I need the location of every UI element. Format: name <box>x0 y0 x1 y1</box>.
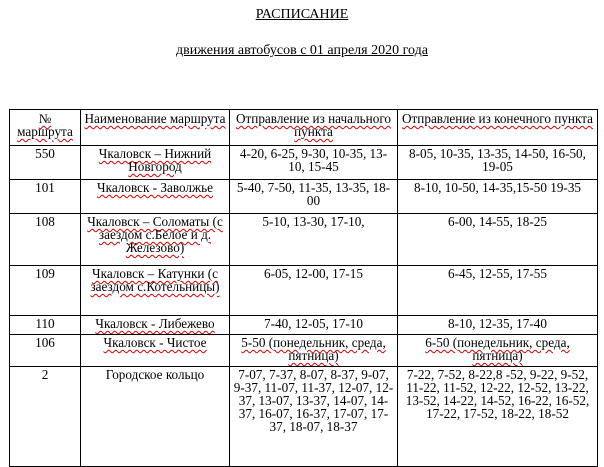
page-subtitle: движения автобусов с 01 апреля 2020 года <box>176 43 428 58</box>
route-name-text: Чкаловск - Либежево <box>95 316 215 331</box>
departure-from-start: 6-05, 12-00, 17-15 <box>230 266 398 316</box>
header-route-number <box>10 110 81 146</box>
table-header-row <box>10 110 598 146</box>
header-departure-end <box>398 110 598 146</box>
table-row <box>10 316 598 335</box>
route-name <box>81 335 230 367</box>
route-name: Городское кольцо <box>81 367 230 467</box>
departure-from-end-text: 6-50 (понедельник, среда, пятница) <box>425 335 570 363</box>
route-name <box>81 180 230 214</box>
table-row <box>10 367 598 467</box>
table-row <box>10 214 598 266</box>
route-name <box>81 316 230 335</box>
schedule-table <box>9 109 598 467</box>
departure-from-start: 4-20, 6-25, 9-30, 10-35, 13-10, 15-45 <box>230 146 398 180</box>
departure-from-end: 8-10, 10-50, 14-35,15-50 19-35 <box>398 180 598 214</box>
table-row <box>10 146 598 180</box>
route-name <box>81 214 230 266</box>
departure-from-end <box>398 335 598 367</box>
departure-from-end: 8-05, 10-35, 13-35, 14-50, 16-50, 19-05 <box>398 146 598 180</box>
table-row <box>10 335 598 367</box>
route-name-text: Чкаловск – Нижний Новгород <box>98 146 212 174</box>
departure-from-end: 8-10, 12-35, 17-40 <box>398 316 598 335</box>
route-name-text: Чкаловск – Катунки (с заездом с.Котельницы) <box>90 266 220 294</box>
header-departure-start <box>230 110 398 146</box>
departure-from-end: 6-00, 14-55, 18-25 <box>398 214 598 266</box>
departure-from-start: 5-40, 7-50, 11-35, 13-35, 18-00 <box>230 180 398 214</box>
route-name <box>81 266 230 316</box>
route-number: 2 <box>10 367 81 467</box>
departure-from-end: 7-22, 7-52, 8-22,8 -52, 9-22, 9-52, 11-22, 11-52, 12-22, 12-52, 13-22, 13-52, 14-22, 14-52, 16-22, 16-52, 17-22, 17-52, 18-22, 18-52 <box>398 367 598 467</box>
route-name <box>81 146 230 180</box>
departure-from-start: 5-10, 13-30, 17-10, <box>230 214 398 266</box>
route-name-text: Чкаловск – Соломаты (с заездом с.Белое и д. Железово) <box>87 214 223 255</box>
departure-from-end: 6-45, 12-55, 17-55 <box>398 266 598 316</box>
route-number: 550 <box>10 146 81 180</box>
departure-from-start: 7-07, 7-37, 8-07, 8-37, 9-07, 9-37, 11-07, 11-37, 12-07, 12-37, 13-07, 13-37, 14-07, 14-37, 16-07, 16-37, 17-07, 17-37, 18-07, 18-37 <box>230 367 398 467</box>
route-name-text: Чкаловск - Заволжье <box>97 180 213 195</box>
header-route-name-text: Наименование маршрута <box>84 111 226 126</box>
route-number: 110 <box>10 316 81 335</box>
departure-from-start-text: 5-50 (понедельник, среда, пятница) <box>241 335 386 363</box>
route-number: 108 <box>10 214 81 266</box>
header-route-name <box>81 110 230 146</box>
header-route-number-text: № маршрута <box>17 111 73 139</box>
route-name-text: Чкаловск - Чистое <box>103 335 207 350</box>
header-departure-end-text: Отправление из конечного пункта <box>402 111 593 126</box>
table-row <box>10 180 598 214</box>
table-row <box>10 266 598 316</box>
route-number: 106 <box>10 335 81 367</box>
route-number: 101 <box>10 180 81 214</box>
header-departure-start-text: Отправление из начального пункта <box>235 111 391 139</box>
departure-from-start <box>230 335 398 367</box>
departure-from-start: 7-40, 12-05, 17-10 <box>230 316 398 335</box>
page-title: РАСПИСАНИЕ <box>255 7 349 22</box>
route-number: 109 <box>10 266 81 316</box>
